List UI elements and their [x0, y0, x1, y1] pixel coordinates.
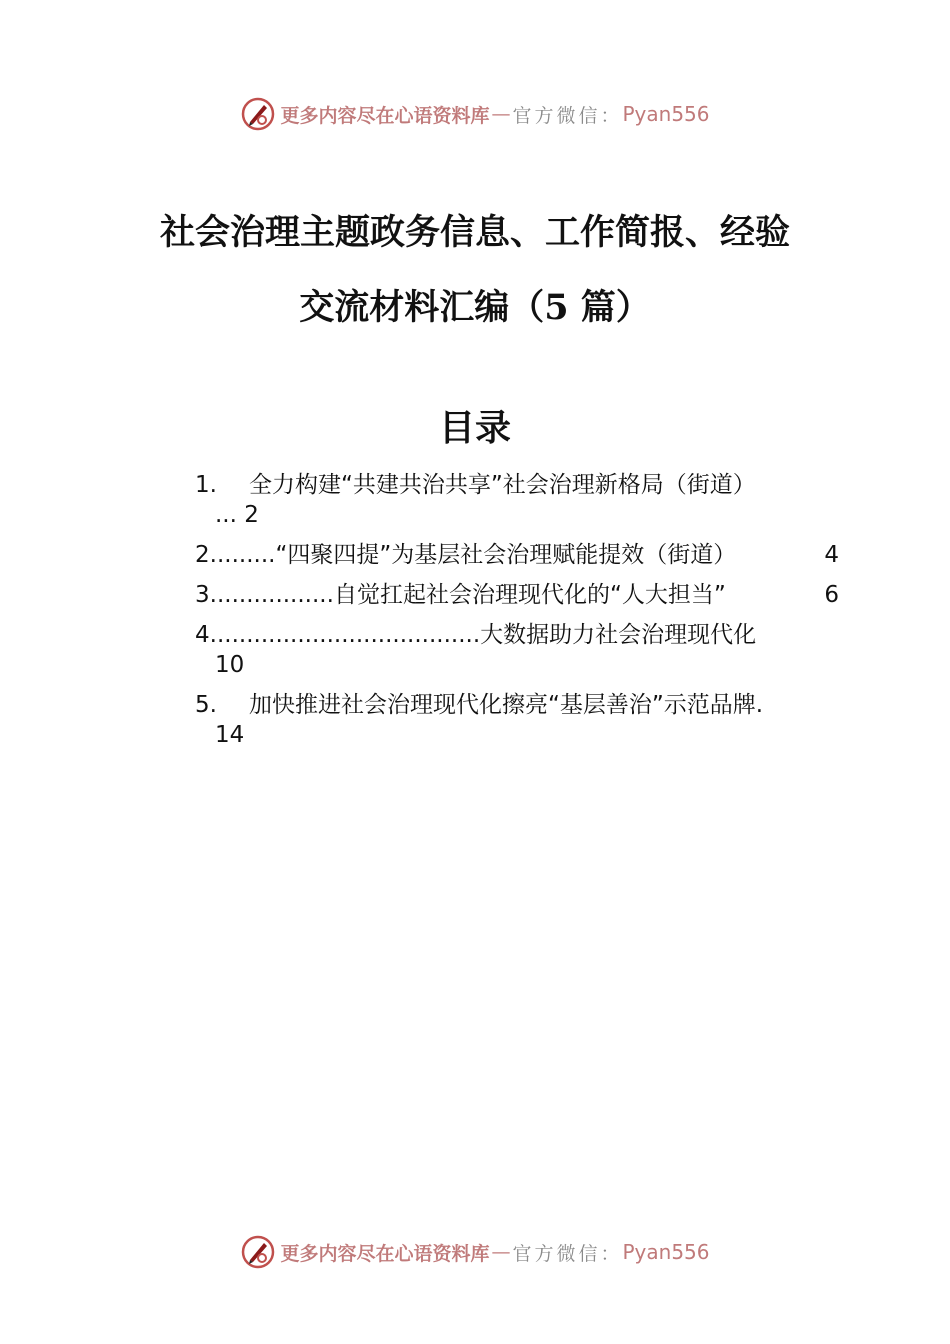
toc-item-5[interactable] [195, 690, 855, 750]
document-title-line-2: 交流材料汇编（5 篇） [299, 287, 651, 328]
wechat-handle: Pyan556 [622, 1240, 710, 1264]
toc-item-text: 自觉扛起社会治理现代化的“人大担当” [333, 582, 726, 608]
document-title-line-1: 社会治理主题政务信息、工作简报、经验 [159, 212, 790, 253]
toc-item-text: 全力构建“共建共治共享”社会治理新格局（街道） [248, 472, 756, 498]
banner-dash: — [491, 103, 511, 125]
toc-item-page: ... 2 [215, 502, 259, 528]
toc-item-4[interactable] [195, 620, 855, 680]
toc-item-1[interactable] [195, 470, 855, 530]
toc-item-text: “四聚四提”为基层社会治理赋能提效（街道） [275, 542, 737, 568]
toc-leader-dots: ......... [209, 542, 276, 568]
toc-item-number: 4 [195, 622, 210, 648]
toc-leader-dots: ..................................... [209, 622, 481, 648]
pen-logo-icon [240, 1234, 276, 1270]
toc-leader-dots: ................. [209, 582, 334, 608]
footer-banner [0, 1232, 950, 1272]
official-wechat-label: 官方微信： [512, 104, 623, 127]
official-wechat-label: 官方微信： [512, 1242, 623, 1265]
header-banner [0, 94, 950, 134]
table-of-contents [195, 470, 855, 760]
brand-text: 更多内容尽在心语资料库 [280, 1242, 490, 1265]
toc-item-page: 14 [215, 722, 245, 748]
toc-item-2[interactable] [195, 540, 855, 570]
toc-item-3[interactable] [195, 580, 855, 610]
wechat-handle: Pyan556 [622, 102, 710, 126]
banner-dash: — [491, 1241, 511, 1263]
toc-heading: 目录 [438, 407, 511, 449]
toc-item-page: 4 [824, 542, 839, 568]
toc-item-page: 10 [215, 652, 245, 678]
brand-text: 更多内容尽在心语资料库 [280, 104, 490, 127]
toc-item-text: 大数据助力社会治理现代化 [480, 622, 757, 648]
toc-item-text: 加快推进社会治理现代化擦亮“基层善治”示范品牌. [248, 692, 764, 718]
toc-item-page: 6 [824, 582, 839, 608]
toc-item-number: 5. [195, 692, 217, 718]
pen-logo-icon [240, 96, 276, 132]
toc-item-number: 2 [195, 542, 210, 568]
toc-item-number: 1. [195, 472, 217, 498]
toc-item-number: 3 [195, 582, 210, 608]
